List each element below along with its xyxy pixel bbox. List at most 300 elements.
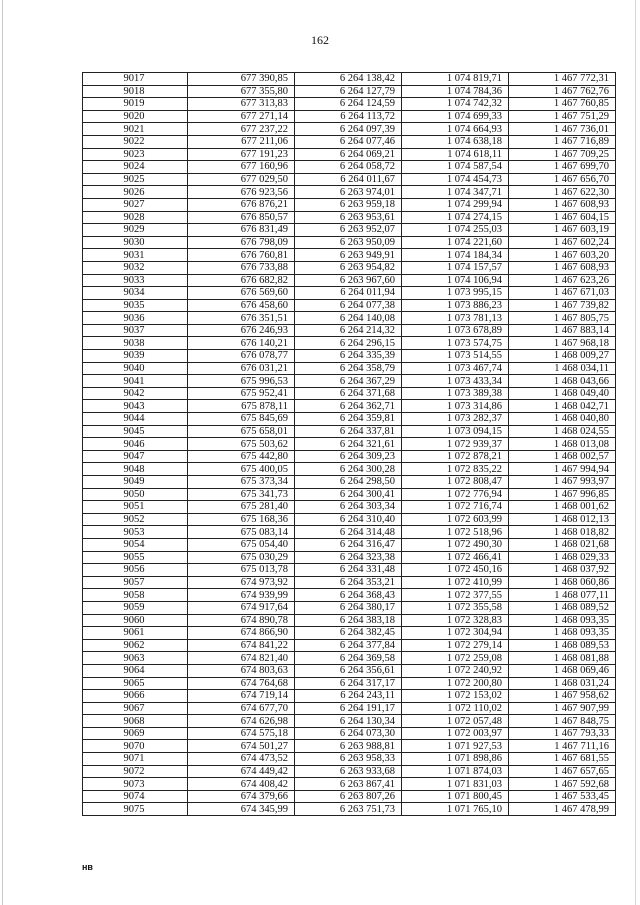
x2-coordinate-cell: 1 074 664,93 [402,123,509,136]
footer-initials: нв [82,862,93,872]
x2-coordinate-cell: 1 074 255,03 [402,224,509,237]
point-number-cell: 9028 [83,211,188,224]
x2-coordinate-cell: 1 074 221,60 [402,236,509,249]
table-row [83,702,616,715]
x1-coordinate-cell: 675 442,80 [188,450,295,463]
y2-coordinate-cell: 1 468 029,33 [509,551,616,564]
point-number-cell: 9037 [83,324,188,337]
y1-coordinate-cell: 6 264 359,81 [295,413,402,426]
x2-coordinate-cell: 1 072 466,41 [402,551,509,564]
y1-coordinate-cell: 6 264 323,38 [295,551,402,564]
table-row [83,211,616,224]
point-number-cell: 9050 [83,488,188,501]
point-number-cell: 9075 [83,803,188,816]
point-number-cell: 9072 [83,765,188,778]
x2-coordinate-cell: 1 073 678,89 [402,324,509,337]
x1-coordinate-cell: 676 760,81 [188,249,295,262]
x2-coordinate-cell: 1 072 003,97 [402,727,509,740]
y2-coordinate-cell: 1 467 603,19 [509,224,616,237]
y2-coordinate-cell: 1 468 077,11 [509,589,616,602]
y2-coordinate-cell: 1 467 657,65 [509,765,616,778]
table-row [83,488,616,501]
table-row [83,387,616,400]
y2-coordinate-cell: 1 467 751,29 [509,110,616,123]
y1-coordinate-cell: 6 264 383,18 [295,614,402,627]
x1-coordinate-cell: 676 850,57 [188,211,295,224]
y1-coordinate-cell: 6 263 974,01 [295,186,402,199]
y2-coordinate-cell: 1 468 024,55 [509,425,616,438]
table-row [83,753,616,766]
table-row [83,224,616,237]
y2-coordinate-cell: 1 468 037,92 [509,564,616,577]
y2-coordinate-cell: 1 467 681,55 [509,753,616,766]
table-row [83,740,616,753]
x2-coordinate-cell: 1 074 184,34 [402,249,509,262]
x2-coordinate-cell: 1 074 157,57 [402,261,509,274]
table-row [83,551,616,564]
x2-coordinate-cell: 1 074 587,54 [402,161,509,174]
table-row [83,677,616,690]
y1-coordinate-cell: 6 263 959,18 [295,198,402,211]
point-number-cell: 9059 [83,601,188,614]
table-row [83,312,616,325]
x1-coordinate-cell: 674 501,27 [188,740,295,753]
point-number-cell: 9049 [83,476,188,489]
x2-coordinate-cell: 1 072 716,74 [402,501,509,514]
page-left-edge [2,0,3,905]
y2-coordinate-cell: 1 467 592,68 [509,778,616,791]
table-row [83,564,616,577]
table-row [83,337,616,350]
y1-coordinate-cell: 6 263 933,68 [295,765,402,778]
page-number: 162 [311,33,329,47]
y1-coordinate-cell: 6 264 317,17 [295,677,402,690]
y1-coordinate-cell: 6 263 988,81 [295,740,402,753]
table-row [83,576,616,589]
y2-coordinate-cell: 1 467 623,26 [509,274,616,287]
point-number-cell: 9048 [83,463,188,476]
point-number-cell: 9064 [83,664,188,677]
y1-coordinate-cell: 6 264 337,81 [295,425,402,438]
table-row [83,450,616,463]
y1-coordinate-cell: 6 263 751,73 [295,803,402,816]
x1-coordinate-cell: 674 345,99 [188,803,295,816]
y1-coordinate-cell: 6 264 243,11 [295,690,402,703]
y1-coordinate-cell: 6 264 214,32 [295,324,402,337]
y2-coordinate-cell: 1 467 968,18 [509,337,616,350]
x2-coordinate-cell: 1 073 314,86 [402,400,509,413]
x1-coordinate-cell: 674 408,42 [188,778,295,791]
y2-coordinate-cell: 1 468 002,57 [509,450,616,463]
point-number-cell: 9055 [83,551,188,564]
x1-coordinate-cell: 676 923,56 [188,186,295,199]
x1-coordinate-cell: 676 569,60 [188,287,295,300]
table-row [83,652,616,665]
x1-coordinate-cell: 677 355,80 [188,85,295,98]
x1-coordinate-cell: 674 575,18 [188,727,295,740]
table-row [83,765,616,778]
table-row [83,727,616,740]
y1-coordinate-cell: 6 264 191,17 [295,702,402,715]
x1-coordinate-cell: 675 952,41 [188,387,295,400]
y1-coordinate-cell: 6 263 950,09 [295,236,402,249]
table-row [83,690,616,703]
x1-coordinate-cell: 677 390,85 [188,73,295,86]
y2-coordinate-cell: 1 468 089,53 [509,639,616,652]
y1-coordinate-cell: 6 264 130,34 [295,715,402,728]
x1-coordinate-cell: 674 379,66 [188,790,295,803]
x2-coordinate-cell: 1 074 784,36 [402,85,509,98]
x1-coordinate-cell: 675 996,53 [188,375,295,388]
table-row [83,639,616,652]
x1-coordinate-cell: 674 973,92 [188,576,295,589]
point-number-cell: 9034 [83,287,188,300]
y1-coordinate-cell: 6 264 362,71 [295,400,402,413]
table-row [83,173,616,186]
y2-coordinate-cell: 1 468 001,62 [509,501,616,514]
x2-coordinate-cell: 1 073 094,15 [402,425,509,438]
point-number-cell: 9024 [83,161,188,174]
x2-coordinate-cell: 1 073 886,23 [402,299,509,312]
y1-coordinate-cell: 6 264 367,29 [295,375,402,388]
table-row [83,803,616,816]
x1-coordinate-cell: 676 876,21 [188,198,295,211]
y1-coordinate-cell: 6 264 356,61 [295,664,402,677]
x1-coordinate-cell: 675 013,78 [188,564,295,577]
point-number-cell: 9044 [83,413,188,426]
x1-coordinate-cell: 674 449,42 [188,765,295,778]
y1-coordinate-cell: 6 264 077,38 [295,299,402,312]
x1-coordinate-cell: 677 237,22 [188,123,295,136]
x2-coordinate-cell: 1 073 574,75 [402,337,509,350]
y1-coordinate-cell: 6 264 011,67 [295,173,402,186]
point-number-cell: 9035 [83,299,188,312]
x1-coordinate-cell: 677 271,14 [188,110,295,123]
y2-coordinate-cell: 1 467 805,75 [509,312,616,325]
y2-coordinate-cell: 1 467 772,31 [509,73,616,86]
table-row [83,198,616,211]
x1-coordinate-cell: 677 191,23 [188,148,295,161]
y2-coordinate-cell: 1 468 093,35 [509,614,616,627]
y2-coordinate-cell: 1 468 013,08 [509,438,616,451]
point-number-cell: 9073 [83,778,188,791]
table-row [83,538,616,551]
y1-coordinate-cell: 6 264 353,21 [295,576,402,589]
x2-coordinate-cell: 1 072 776,94 [402,488,509,501]
x1-coordinate-cell: 675 083,14 [188,526,295,539]
x2-coordinate-cell: 1 074 106,94 [402,274,509,287]
x2-coordinate-cell: 1 072 259,08 [402,652,509,665]
point-number-cell: 9069 [83,727,188,740]
y1-coordinate-cell: 6 264 309,23 [295,450,402,463]
y1-coordinate-cell: 6 264 138,42 [295,73,402,86]
table-row [83,526,616,539]
table-row [83,589,616,602]
x2-coordinate-cell: 1 072 808,47 [402,476,509,489]
y2-coordinate-cell: 1 467 762,76 [509,85,616,98]
table-row [83,148,616,161]
table-row [83,614,616,627]
point-number-cell: 9023 [83,148,188,161]
x2-coordinate-cell: 1 074 742,32 [402,98,509,111]
point-number-cell: 9067 [83,702,188,715]
x1-coordinate-cell: 674 626,98 [188,715,295,728]
table-row [83,413,616,426]
point-number-cell: 9031 [83,249,188,262]
y1-coordinate-cell: 6 263 954,82 [295,261,402,274]
table-row [83,85,616,98]
x2-coordinate-cell: 1 072 939,37 [402,438,509,451]
table-row [83,778,616,791]
y2-coordinate-cell: 1 467 478,99 [509,803,616,816]
y1-coordinate-cell: 6 264 358,79 [295,362,402,375]
x2-coordinate-cell: 1 074 699,33 [402,110,509,123]
x2-coordinate-cell: 1 074 347,71 [402,186,509,199]
y1-coordinate-cell: 6 264 371,68 [295,387,402,400]
point-number-cell: 9051 [83,501,188,514]
table-row [83,98,616,111]
point-number-cell: 9047 [83,450,188,463]
y1-coordinate-cell: 6 264 369,58 [295,652,402,665]
y1-coordinate-cell: 6 264 314,48 [295,526,402,539]
x2-coordinate-cell: 1 071 898,86 [402,753,509,766]
x2-coordinate-cell: 1 071 927,53 [402,740,509,753]
y2-coordinate-cell: 1 467 671,03 [509,287,616,300]
table-row [83,425,616,438]
x2-coordinate-cell: 1 072 835,22 [402,463,509,476]
point-number-cell: 9033 [83,274,188,287]
table-row [83,186,616,199]
y1-coordinate-cell: 6 264 382,45 [295,627,402,640]
y1-coordinate-cell: 6 264 316,47 [295,538,402,551]
y2-coordinate-cell: 1 467 883,14 [509,324,616,337]
y1-coordinate-cell: 6 264 127,79 [295,85,402,98]
y1-coordinate-cell: 6 264 368,43 [295,589,402,602]
y1-coordinate-cell: 6 264 321,61 [295,438,402,451]
y2-coordinate-cell: 1 467 622,30 [509,186,616,199]
point-number-cell: 9056 [83,564,188,577]
x1-coordinate-cell: 676 798,09 [188,236,295,249]
y1-coordinate-cell: 6 264 011,94 [295,287,402,300]
y2-coordinate-cell: 1 467 907,99 [509,702,616,715]
table-row [83,362,616,375]
x1-coordinate-cell: 674 821,40 [188,652,295,665]
table-row [83,123,616,136]
x2-coordinate-cell: 1 071 874,03 [402,765,509,778]
x2-coordinate-cell: 1 071 765,10 [402,803,509,816]
y2-coordinate-cell: 1 467 699,70 [509,161,616,174]
y1-coordinate-cell: 6 263 807,26 [295,790,402,803]
y2-coordinate-cell: 1 467 760,85 [509,98,616,111]
y2-coordinate-cell: 1 467 994,94 [509,463,616,476]
y1-coordinate-cell: 6 264 380,17 [295,601,402,614]
table-row [83,274,616,287]
table-row [83,501,616,514]
point-number-cell: 9058 [83,589,188,602]
y1-coordinate-cell: 6 263 952,07 [295,224,402,237]
x2-coordinate-cell: 1 073 433,34 [402,375,509,388]
point-number-cell: 9025 [83,173,188,186]
y1-coordinate-cell: 6 264 058,72 [295,161,402,174]
x2-coordinate-cell: 1 072 057,48 [402,715,509,728]
point-number-cell: 9021 [83,123,188,136]
x2-coordinate-cell: 1 071 800,45 [402,790,509,803]
x1-coordinate-cell: 675 503,62 [188,438,295,451]
coordinates-table [82,72,616,816]
x1-coordinate-cell: 676 078,77 [188,350,295,363]
x1-coordinate-cell: 677 313,83 [188,98,295,111]
x1-coordinate-cell: 675 281,40 [188,501,295,514]
point-number-cell: 9042 [83,387,188,400]
y2-coordinate-cell: 1 468 069,46 [509,664,616,677]
point-number-cell: 9036 [83,312,188,325]
x1-coordinate-cell: 676 031,21 [188,362,295,375]
x1-coordinate-cell: 676 682,82 [188,274,295,287]
table-row [83,249,616,262]
y2-coordinate-cell: 1 468 040,80 [509,413,616,426]
table-row [83,350,616,363]
y2-coordinate-cell: 1 467 993,97 [509,476,616,489]
x2-coordinate-cell: 1 072 878,21 [402,450,509,463]
y2-coordinate-cell: 1 467 602,24 [509,236,616,249]
y2-coordinate-cell: 1 468 042,71 [509,400,616,413]
y2-coordinate-cell: 1 468 089,52 [509,601,616,614]
y1-coordinate-cell: 6 263 949,91 [295,249,402,262]
point-number-cell: 9052 [83,513,188,526]
y2-coordinate-cell: 1 467 533,45 [509,790,616,803]
y2-coordinate-cell: 1 467 711,16 [509,740,616,753]
x2-coordinate-cell: 1 074 454,73 [402,173,509,186]
y2-coordinate-cell: 1 468 018,82 [509,526,616,539]
y2-coordinate-cell: 1 467 996,85 [509,488,616,501]
point-number-cell: 9038 [83,337,188,350]
y1-coordinate-cell: 6 264 097,39 [295,123,402,136]
point-number-cell: 9060 [83,614,188,627]
y1-coordinate-cell: 6 264 303,34 [295,501,402,514]
point-number-cell: 9041 [83,375,188,388]
x1-coordinate-cell: 675 878,11 [188,400,295,413]
point-number-cell: 9062 [83,639,188,652]
y1-coordinate-cell: 6 263 967,60 [295,274,402,287]
table-row [83,375,616,388]
x1-coordinate-cell: 674 841,22 [188,639,295,652]
y2-coordinate-cell: 1 468 021,68 [509,538,616,551]
x2-coordinate-cell: 1 073 467,74 [402,362,509,375]
point-number-cell: 9027 [83,198,188,211]
x2-coordinate-cell: 1 072 490,30 [402,538,509,551]
y2-coordinate-cell: 1 468 031,24 [509,677,616,690]
y2-coordinate-cell: 1 467 603,20 [509,249,616,262]
x2-coordinate-cell: 1 073 514,55 [402,350,509,363]
table-row [83,73,616,86]
y1-coordinate-cell: 6 264 073,30 [295,727,402,740]
y2-coordinate-cell: 1 468 009,27 [509,350,616,363]
x1-coordinate-cell: 674 473,52 [188,753,295,766]
table-row [83,627,616,640]
table-row [83,324,616,337]
y1-coordinate-cell: 6 263 953,61 [295,211,402,224]
coordinates-table-container [82,72,615,816]
x1-coordinate-cell: 674 917,64 [188,601,295,614]
x2-coordinate-cell: 1 073 781,13 [402,312,509,325]
table-row [83,287,616,300]
y2-coordinate-cell: 1 467 793,33 [509,727,616,740]
point-number-cell: 9061 [83,627,188,640]
y1-coordinate-cell: 6 264 377,84 [295,639,402,652]
y2-coordinate-cell: 1 467 608,93 [509,261,616,274]
table-row [83,110,616,123]
x1-coordinate-cell: 675 845,69 [188,413,295,426]
y2-coordinate-cell: 1 468 049,40 [509,387,616,400]
coordinates-table-body [83,73,616,816]
x2-coordinate-cell: 1 074 618,11 [402,148,509,161]
y1-coordinate-cell: 6 264 296,15 [295,337,402,350]
y2-coordinate-cell: 1 468 081,88 [509,652,616,665]
table-row [83,790,616,803]
point-number-cell: 9020 [83,110,188,123]
x1-coordinate-cell: 676 246,93 [188,324,295,337]
x1-coordinate-cell: 675 341,73 [188,488,295,501]
x2-coordinate-cell: 1 074 638,18 [402,135,509,148]
point-number-cell: 9057 [83,576,188,589]
x1-coordinate-cell: 674 939,99 [188,589,295,602]
point-number-cell: 9054 [83,538,188,551]
table-row [83,715,616,728]
x2-coordinate-cell: 1 072 603,99 [402,513,509,526]
table-row [83,513,616,526]
y1-coordinate-cell: 6 264 331,48 [295,564,402,577]
x2-coordinate-cell: 1 072 240,92 [402,664,509,677]
table-row [83,161,616,174]
y2-coordinate-cell: 1 468 093,35 [509,627,616,640]
x1-coordinate-cell: 675 030,29 [188,551,295,564]
x1-coordinate-cell: 675 168,36 [188,513,295,526]
point-number-cell: 9066 [83,690,188,703]
x1-coordinate-cell: 677 160,96 [188,161,295,174]
x1-coordinate-cell: 674 803,63 [188,664,295,677]
point-number-cell: 9074 [83,790,188,803]
y2-coordinate-cell: 1 467 736,01 [509,123,616,136]
y1-coordinate-cell: 6 264 335,39 [295,350,402,363]
x2-coordinate-cell: 1 073 995,15 [402,287,509,300]
point-number-cell: 9065 [83,677,188,690]
x1-coordinate-cell: 676 458,60 [188,299,295,312]
table-row [83,299,616,312]
x2-coordinate-cell: 1 074 274,15 [402,211,509,224]
x2-coordinate-cell: 1 072 110,02 [402,702,509,715]
x1-coordinate-cell: 675 373,34 [188,476,295,489]
y2-coordinate-cell: 1 467 608,93 [509,198,616,211]
x2-coordinate-cell: 1 072 200,80 [402,677,509,690]
y1-coordinate-cell: 6 264 300,41 [295,488,402,501]
y1-coordinate-cell: 6 264 300,28 [295,463,402,476]
x1-coordinate-cell: 675 658,01 [188,425,295,438]
point-number-cell: 9032 [83,261,188,274]
y2-coordinate-cell: 1 468 034,11 [509,362,616,375]
table-row [83,438,616,451]
y2-coordinate-cell: 1 467 709,25 [509,148,616,161]
y1-coordinate-cell: 6 264 140,08 [295,312,402,325]
y2-coordinate-cell: 1 467 716,89 [509,135,616,148]
x2-coordinate-cell: 1 071 831,03 [402,778,509,791]
x1-coordinate-cell: 676 831,49 [188,224,295,237]
x2-coordinate-cell: 1 073 389,38 [402,387,509,400]
table-row [83,236,616,249]
y1-coordinate-cell: 6 264 069,21 [295,148,402,161]
point-number-cell: 9019 [83,98,188,111]
point-number-cell: 9029 [83,224,188,237]
x1-coordinate-cell: 676 351,51 [188,312,295,325]
